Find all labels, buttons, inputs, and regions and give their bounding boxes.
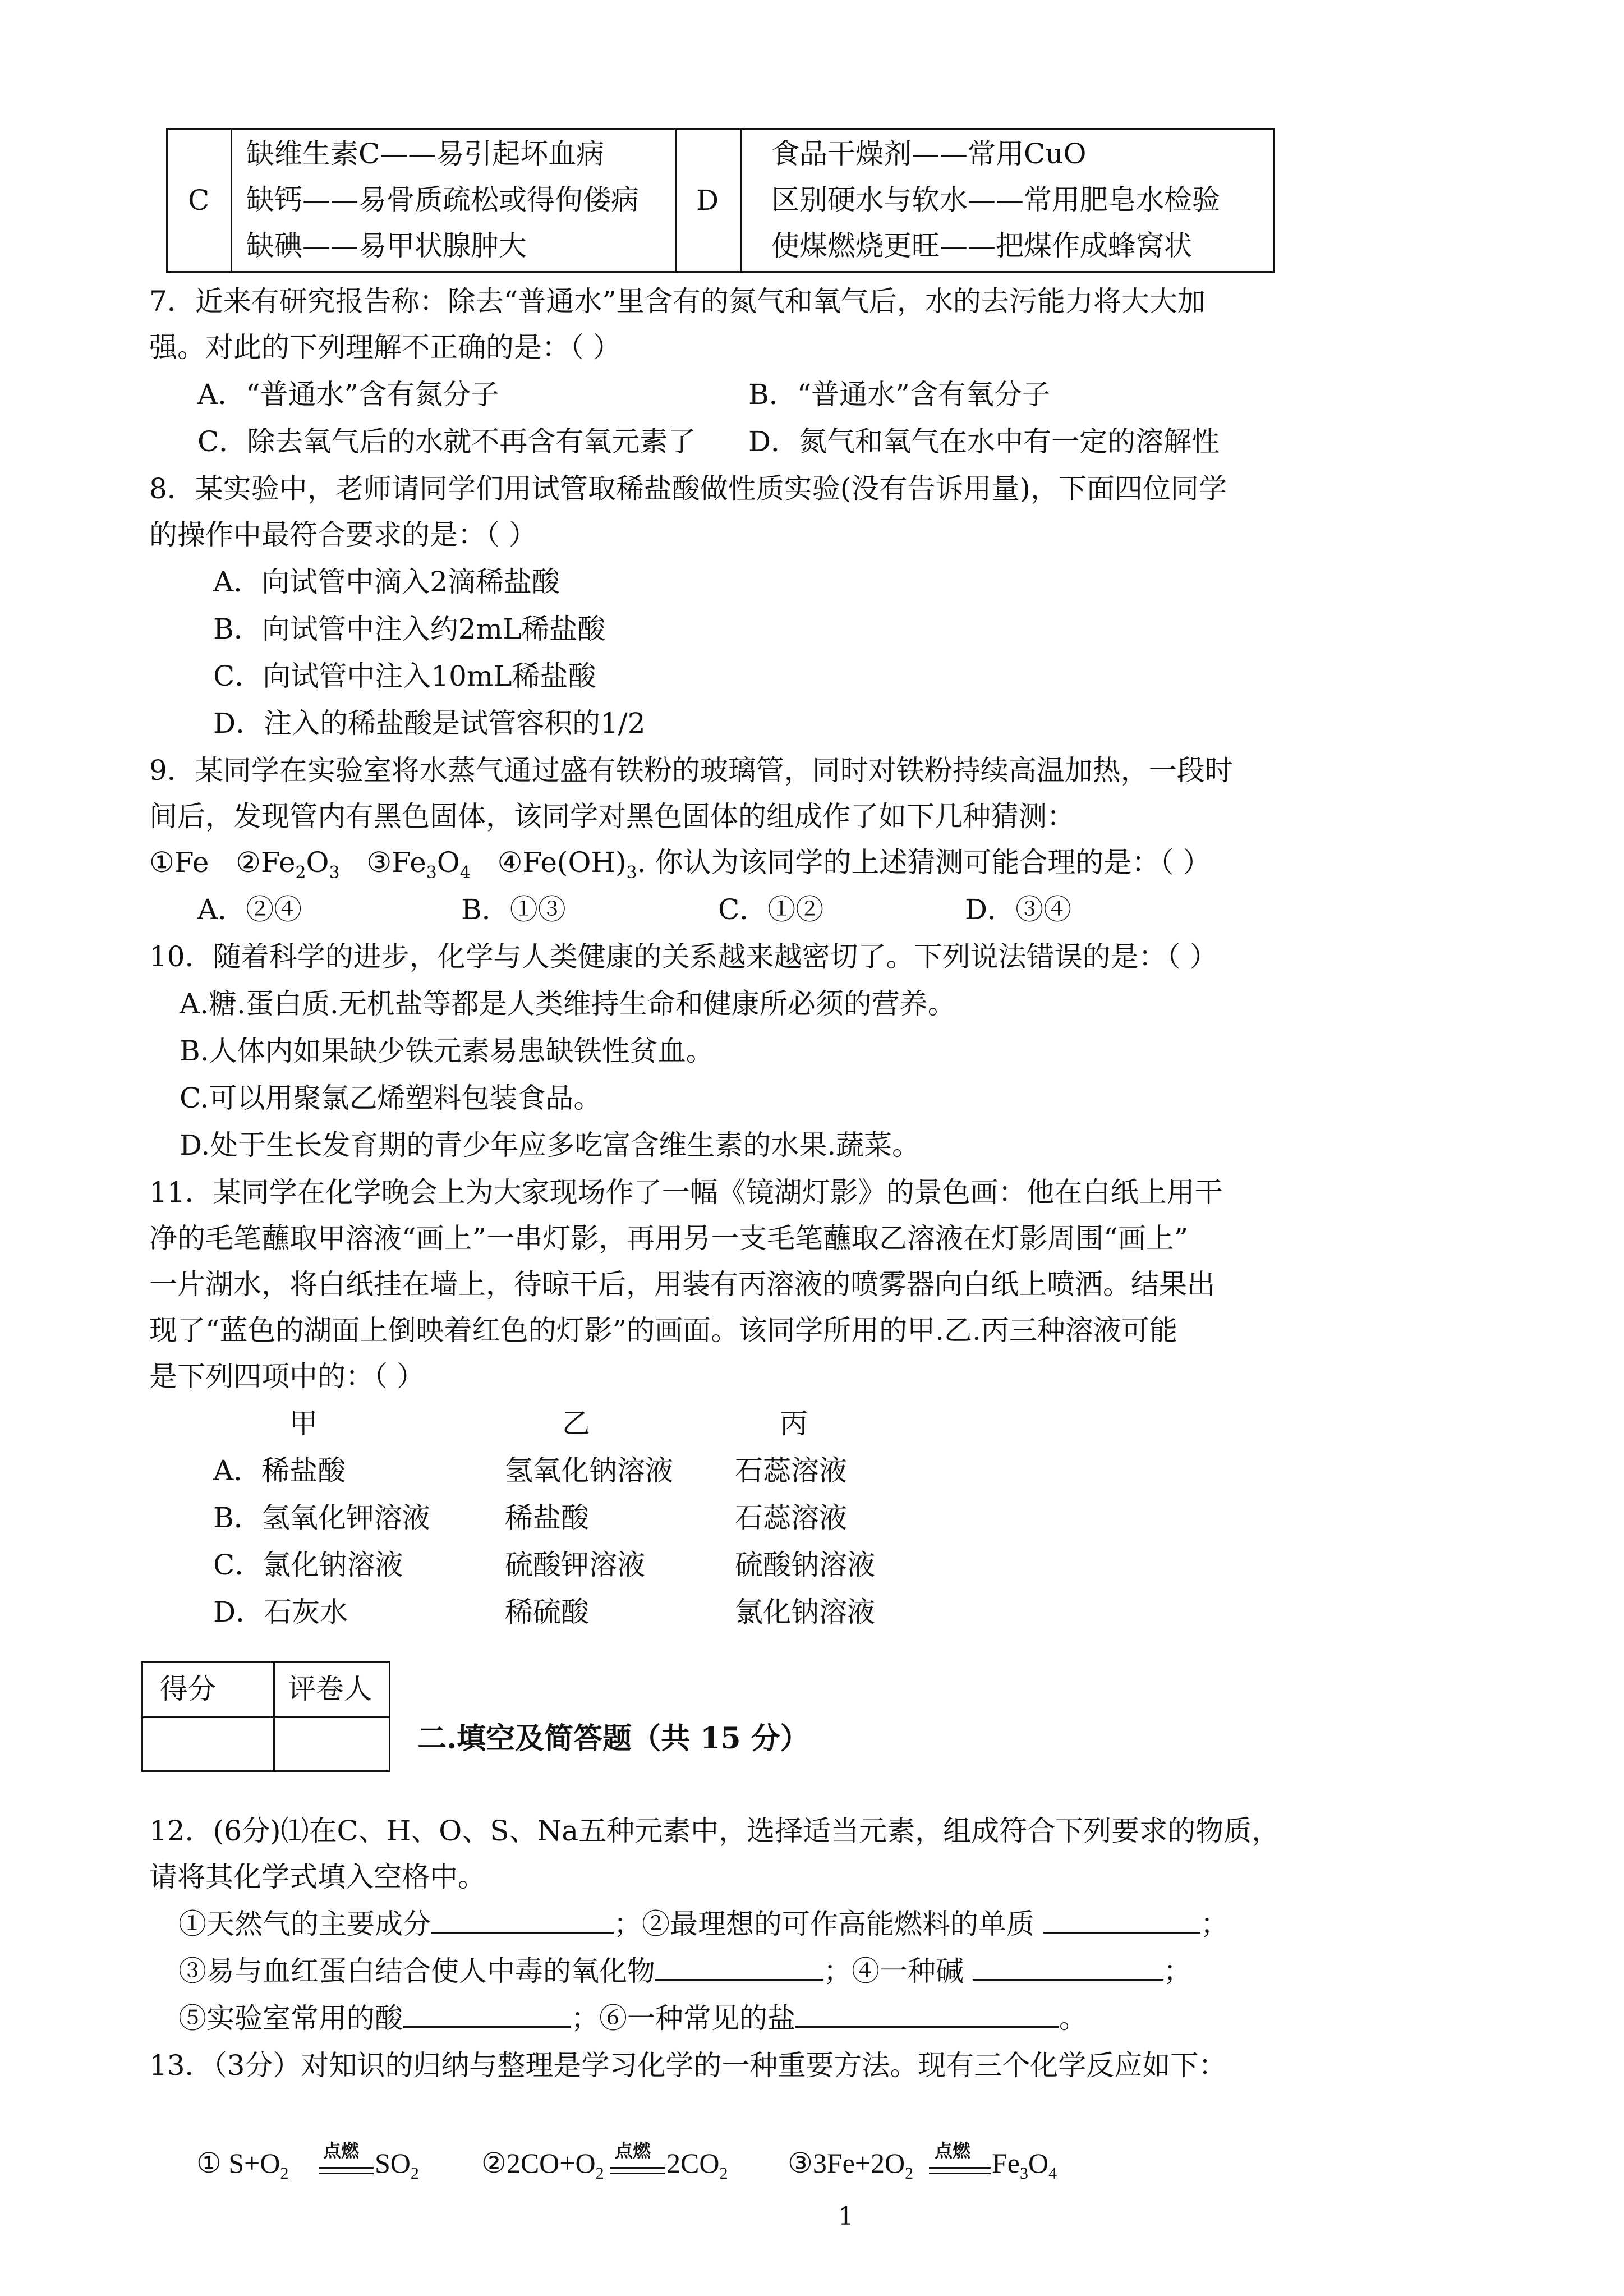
q11-row-c-col1: C．氯化钠溶液 xyxy=(213,1549,403,1581)
q12-semicolon-2: ； xyxy=(1163,1955,1191,1987)
q12-item-1: ①天然气的主要成分 xyxy=(178,1908,431,1940)
q12-item-5: ⑤实验室常用的酸 xyxy=(178,2002,403,2035)
q8-stem-2: 的操作中最符合要求的是：（ ） xyxy=(149,518,537,551)
reaction-2-left: $②2CO+O_2$ xyxy=(481,2147,604,2183)
q11-line-2: 净的毛笔蘸取甲溶液“画上”一串灯影，再用另一支毛笔蘸取乙溶液在灯影周围“画上” xyxy=(149,1222,1189,1255)
table-label-c: C xyxy=(188,184,210,217)
q11-row-b-col3: 石蕊溶液 xyxy=(735,1501,847,1534)
q8-option-a: A．向试管中滴入2滴稀盐酸 xyxy=(213,566,560,598)
q9-option-b: B．①③ xyxy=(461,893,566,926)
q12-stem-1: 12．(6分)⑴在C、H、O、S、Na五种元素中，选择适当元素，组成符合下列要求的物质， xyxy=(149,1815,1280,1847)
page-number: 1 xyxy=(838,2202,854,2231)
q12-item-3: ③易与血红蛋白结合使人中毒的氧化物 xyxy=(178,1955,655,1987)
q13-stem: 13．（3分）对知识的归纳与整理是学习化学的一种重要方法。现有三个化学反应如下： xyxy=(149,2049,1227,2082)
q7-option-a: A．“普通水”含有氮分子 xyxy=(197,378,499,411)
q11-row-b-col1: B．氢氧化钾溶液 xyxy=(213,1501,430,1534)
q12-item-4: ；④一种碱 xyxy=(823,1955,964,1987)
q10-option-d: D.处于生长发育期的青少年应多吃富含维生素的水果.蔬菜。 xyxy=(180,1129,921,1161)
table-d-line-3: 使煤燃烧更旺——把煤作成蜂窝状 xyxy=(771,229,1192,262)
q11-line-3: 一片湖水，将白纸挂在墙上，待晾干后，用装有丙溶液的喷雾器向白纸上喷洒。结果出 xyxy=(149,1268,1215,1301)
reaction-2-right: $2CO_2$ xyxy=(666,2147,728,2183)
table-label-d: D xyxy=(696,184,719,217)
q7-stem-1: 7．近来有研究报告称：除去“普通水”里含有的氮气和氧气后，水的去污能力将大大加 xyxy=(149,285,1206,318)
q9-stem-3: . 你认为该同学的上述猜测可能合理的是：（ ） xyxy=(637,846,1211,879)
reaction-3-left: $③3Fe+2O_2$ xyxy=(788,2147,914,2183)
q10-option-c: C.可以用聚氯乙烯塑料包装食品。 xyxy=(180,1082,602,1114)
reaction-3-condition: 点燃 xyxy=(935,2140,971,2161)
q11-row-c-col2: 硫酸钾溶液 xyxy=(505,1549,645,1581)
q11-line-5: 是下列四项中的：（ ） xyxy=(149,1360,425,1393)
reaction-1-condition: 点燃 xyxy=(323,2140,360,2161)
q10-stem: 10．随着科学的进步，化学与人类健康的关系越来越密切了。下列说法错误的是：（ ） xyxy=(149,940,1218,973)
q8-option-b: B．向试管中注入约2mL稀盐酸 xyxy=(213,613,606,645)
table-d-line-1: 食品干燥剂——常用CuO xyxy=(771,137,1087,170)
q9-stem-1: 9．某同学在实验室将水蒸气通过盛有铁粉的玻璃管，同时对铁粉持续高温加热，一段时 xyxy=(149,754,1233,787)
q11-header-jia: 甲 xyxy=(289,1407,318,1440)
nutrition-table xyxy=(166,128,1275,273)
q12-row-3 xyxy=(178,2001,1087,2036)
score-box xyxy=(141,1661,390,1772)
q9-option-d: D．③④ xyxy=(965,893,1072,926)
q9-guess-1: ①Fe xyxy=(149,846,209,879)
q7-stem-2: 强。对此的下列理解不正确的是：（ ） xyxy=(149,331,621,364)
table-c-line-2: 缺钙——易骨质疏松或得佝偻病 xyxy=(246,183,639,216)
reaction-1-left: ① $S+O_2$ xyxy=(196,2147,289,2183)
q11-row-b-col2: 稀盐酸 xyxy=(505,1501,589,1534)
q8-option-d: D．注入的稀盐酸是试管容积的1/2 xyxy=(213,707,646,740)
q11-row-d-col1: D．石灰水 xyxy=(213,1596,348,1628)
q11-line-4: 现了“蓝色的湖面上倒映着红色的灯影”的画面。该同学所用的甲.乙.丙三种溶液可能 xyxy=(149,1314,1177,1347)
grader-label: 评卷人 xyxy=(288,1673,372,1705)
answer-blank-6[interactable] xyxy=(795,2004,1059,2028)
reaction-2-condition: 点燃 xyxy=(615,2140,651,2161)
q12-row-1 xyxy=(178,1907,1229,1941)
reaction-1-equals-bottom xyxy=(319,2173,374,2174)
table-d-line-2: 区别硬水与软水——常用肥皂水检验 xyxy=(771,183,1220,216)
reaction-2-equals-top xyxy=(610,2167,665,2169)
score-divider-v xyxy=(273,1663,275,1770)
q9-option-c: C．①② xyxy=(718,893,824,926)
q11-row-c-col3: 硫酸钠溶液 xyxy=(735,1549,875,1581)
q11-header-bing: 丙 xyxy=(780,1407,808,1440)
q8-option-c: C．向试管中注入10mL稀盐酸 xyxy=(213,660,596,692)
table-divider xyxy=(675,130,677,271)
reaction-3-right: $Fe_3O_4$ xyxy=(992,2147,1057,2183)
q12-item-6: ；⑥一种常见的盐 xyxy=(571,2002,795,2035)
q10-option-a: A.糖.蛋白质.无机盐等都是人类维持生命和健康所必须的营养。 xyxy=(180,988,956,1020)
q9-guess-4: $④Fe(OH)_3$ xyxy=(497,846,637,883)
answer-blank-4[interactable] xyxy=(973,1957,1163,1981)
q11-row-d-col3: 氯化钠溶液 xyxy=(735,1596,875,1628)
q12-stem-2: 请将其化学式填入空格中。 xyxy=(149,1861,486,1893)
q12-semicolon-1: ； xyxy=(1200,1908,1229,1940)
q9-guess-2: $②Fe_2O_3$ xyxy=(236,846,340,883)
score-divider-h xyxy=(143,1716,389,1718)
q11-header-yi: 乙 xyxy=(562,1407,590,1440)
q7-option-c: C．除去氧气后的水就不再含有氧元素了 xyxy=(197,425,696,458)
score-label: 得分 xyxy=(160,1673,216,1705)
answer-blank-3[interactable] xyxy=(655,1957,823,1981)
reaction-2-equals-bottom xyxy=(610,2173,665,2174)
answer-blank-2[interactable] xyxy=(1043,1909,1200,1934)
reaction-1-equals-top xyxy=(319,2167,374,2169)
q10-option-b: B.人体内如果缺少铁元素易患缺铁性贫血。 xyxy=(180,1035,714,1067)
q11-row-a-col1: A．稀盐酸 xyxy=(213,1454,346,1487)
table-divider xyxy=(740,130,742,271)
answer-blank-5[interactable] xyxy=(403,2004,571,2028)
reaction-1-right: $SO_2$ xyxy=(375,2147,419,2183)
q12-item-2: ；②最理想的可作高能燃料的单质 xyxy=(614,1908,1034,1940)
q9-option-a: A．②④ xyxy=(197,893,302,926)
q11-line-1: 11．某同学在化学晚会上为大家现场作了一幅《镜湖灯影》的景色画：他在白纸上用干 xyxy=(149,1176,1223,1209)
section-2-title: 二.填空及简答题（共 15 分） xyxy=(417,1721,809,1756)
q9-guesses xyxy=(149,845,1211,890)
q12-row-2 xyxy=(178,1954,1191,1989)
table-divider xyxy=(231,130,232,271)
q7-option-d: D．氮气和氧气在水中有一定的溶解性 xyxy=(748,425,1220,458)
q8-stem-1: 8．某实验中，老师请同学们用试管取稀盐酸做性质实验(没有告诉用量)，下面四位同学 xyxy=(149,472,1227,505)
q12-period: 。 xyxy=(1059,2002,1087,2035)
q11-row-a-col3: 石蕊溶液 xyxy=(735,1454,847,1487)
q11-row-d-col2: 稀硫酸 xyxy=(505,1596,589,1628)
table-c-line-1: 缺维生素C——易引起坏血病 xyxy=(246,137,605,170)
table-c-line-3: 缺碘——易甲状腺肿大 xyxy=(246,229,527,262)
q7-option-b: B．“普通水”含有氧分子 xyxy=(748,378,1050,411)
reaction-3-equals-bottom xyxy=(929,2173,991,2174)
q11-row-a-col2: 氢氧化钠溶液 xyxy=(505,1454,673,1487)
q9-stem-2: 间后，发现管内有黑色固体，该同学对黑色固体的组成作了如下几种猜测： xyxy=(149,800,1075,833)
answer-blank-1[interactable] xyxy=(431,1909,614,1934)
reaction-3-equals-top xyxy=(929,2167,991,2169)
q9-guess-3: $③Fe_3O_4$ xyxy=(366,846,471,883)
